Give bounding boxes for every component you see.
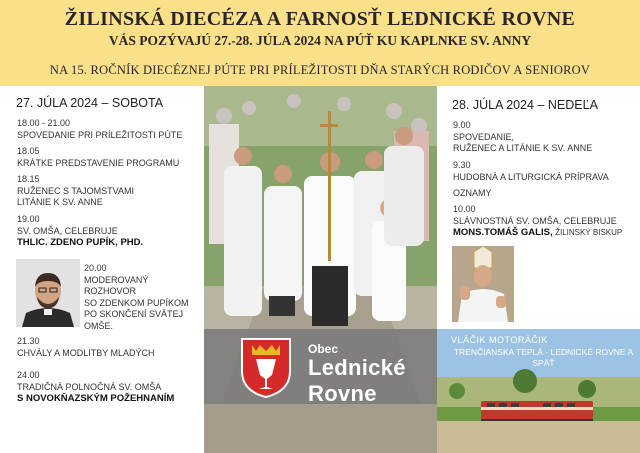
bishop-photo-image: [452, 246, 514, 322]
bishop-photo: [452, 246, 514, 322]
page-subtitle: VÁS POZÝVAJÚ 27.-28. JÚLA 2024 NA PÚŤ KU KAPLNKE SV. ANNY: [108, 33, 532, 48]
celebrant-name: THLIC. ZDENO PUPÍK, PHD.: [17, 237, 144, 248]
event-desc: RUŽENEC S TAJOMSTVAMI: [17, 185, 135, 196]
sun-event-2: [453, 160, 609, 200]
sat-event-6: [17, 336, 155, 359]
event-desc: SV. OMŠA, CELEBRUJE: [17, 225, 118, 236]
event-time: 19.00: [17, 214, 40, 224]
event-desc: TRADIČNÁ POLNOČNÁ SV. OMŠA: [17, 381, 162, 392]
municipality-banner: [204, 329, 437, 404]
event-desc: PO SKONČENÍ SVÄTEJ: [84, 309, 184, 319]
event-desc: SLÁVNOSTNÁ SV. OMŠA, CELEBRUJE: [453, 215, 617, 226]
sat-event-5: [84, 263, 189, 332]
train-route: TRENČIANSKA TEPLÁ - LEDNICKÉ ROVNE A SPÄŤ: [453, 347, 634, 368]
event-desc: SPOVEDANIE PRI PRÍLEŽITOSTI PÚTE: [17, 129, 183, 140]
celebrant-title: ŽILINSKÝ BISKUP: [555, 228, 623, 237]
event-desc: KRÁTKE PREDSTAVENIE PROGRAMU: [17, 157, 180, 168]
sat-event-2: [17, 146, 179, 169]
blessing-label: S NOVOKŇAZSKÝM POŽEHNANÍM: [17, 393, 175, 404]
municipality-name: [308, 355, 406, 407]
page-title: ŽILINSKÁ DIECÉZA A FARNOSŤ LEDNICKÉ ROVNE: [64, 8, 576, 30]
municipality-name-2: Rovne: [308, 381, 377, 406]
event-time: 9.30: [453, 160, 471, 170]
event-time: 21.30: [17, 336, 40, 346]
event-time: 18.15: [17, 174, 40, 184]
event-desc: SPOVEDANIE,: [453, 131, 515, 142]
sun-event-1: [453, 120, 592, 155]
sun-event-3: [453, 204, 622, 239]
municipality-name-1: Lednické: [308, 355, 406, 380]
speaker-portrait-image: [16, 259, 80, 327]
event-time: 18.00 - 21.00: [17, 118, 71, 128]
celebrant-name: MONS.TOMÁŠ GALIS,: [453, 227, 553, 238]
event-desc: OMŠE.: [84, 320, 114, 331]
train-panel: [437, 329, 640, 453]
event-time: 20.00: [84, 263, 107, 273]
event-desc: OZNAMY: [453, 188, 492, 198]
sat-event-3: [17, 174, 134, 209]
sat-event-1: [17, 118, 182, 141]
event-desc: CHVÁLY A MODLITBY MLADÝCH: [17, 347, 155, 358]
page-subtitle-2: NA 15. ROČNÍK DIECÉZNEJ PÚTE PRI PRÍLEŽITOSTI DŇA STARÝCH RODIČOV A SENIOROV: [49, 63, 591, 77]
event-desc: LITÁNIE K SV. ANNE: [17, 197, 103, 207]
speaker-portrait: [16, 259, 80, 327]
event-desc: MODEROVANÝ: [84, 274, 149, 285]
sat-event-7: [17, 370, 174, 405]
saturday-heading: 27. JÚLA 2024 – SOBOTA: [16, 96, 164, 110]
header-banner: [0, 0, 640, 86]
sat-event-4: [17, 214, 143, 249]
event-desc: RUŽENEC A LITÁNIE K SV. ANNE: [453, 143, 593, 153]
event-time: 9.00: [453, 120, 471, 130]
event-desc: HUDOBNÁ A LITURGICKÁ PRÍPRAVA: [453, 171, 609, 182]
event-time: 24.00: [17, 370, 40, 380]
municipality-label: Obec: [308, 342, 339, 356]
train-title: VLÁČIK MOTORÁČIK: [451, 335, 548, 345]
event-time: 10.00: [453, 204, 476, 214]
event-desc: ROZHOVOR: [84, 286, 137, 296]
event-time: 18.05: [17, 146, 40, 156]
municipal-crest-icon: [238, 335, 294, 399]
event-desc: SO ZDENKOM PUPÍKOM: [84, 297, 189, 308]
sunday-heading: 28. JÚLA 2024 – NEDEĽA: [452, 98, 598, 112]
